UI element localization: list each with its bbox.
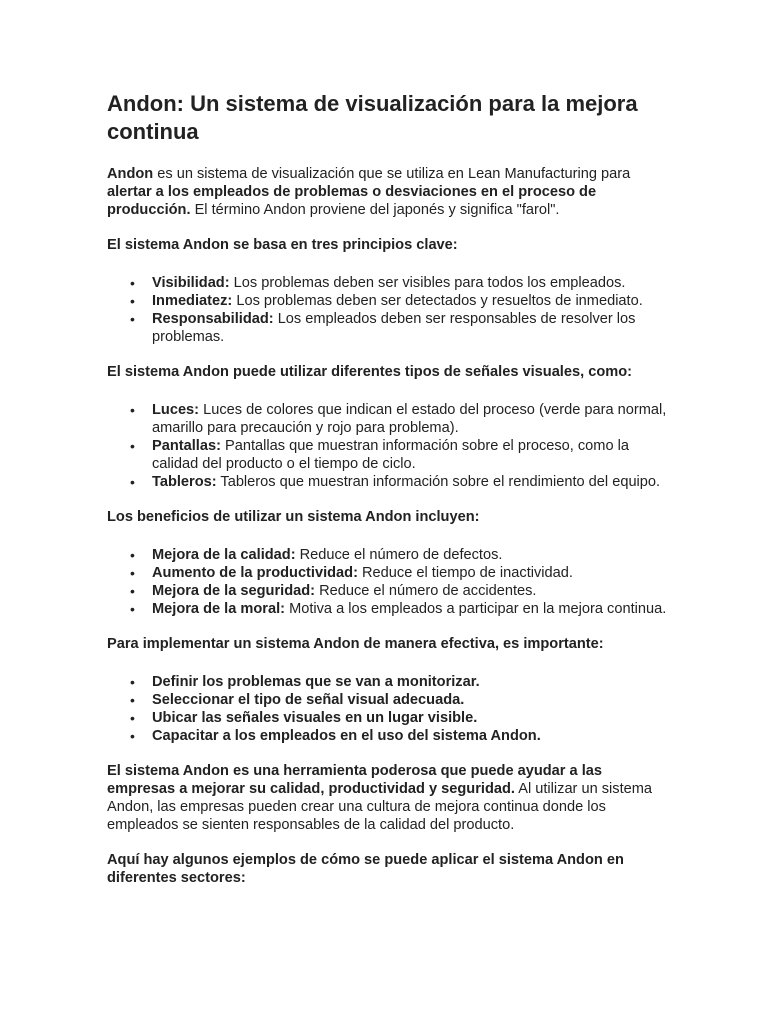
intro-text-1: es un sistema de visualización que se utiliza en Lean Manufacturing para (153, 166, 631, 182)
list-item (130, 673, 667, 691)
item-term: Pantallas: (152, 438, 221, 454)
item-text: Pantallas que muestran información sobre el proceso, como la calidad del producto o el tiempo de ciclo. (152, 438, 629, 472)
item-term: Luces: (152, 402, 200, 418)
document-title: Andon: Un sistema de visualización para la mejora continua (107, 91, 638, 144)
bullet-icon: • (130, 275, 135, 291)
item-term: Inmediatez: (152, 293, 233, 309)
implementation-list (107, 673, 667, 745)
item-text: Los problemas deben ser detectados y resueltos de inmediato. (232, 293, 643, 309)
list-item (130, 546, 667, 564)
benefits-list (107, 546, 667, 618)
list-item (130, 564, 667, 582)
list-item (130, 401, 667, 437)
bullet-icon: • (130, 583, 135, 599)
item-text: Seleccionar el tipo de señal visual adecuada. (152, 692, 465, 708)
list-item (130, 691, 667, 709)
list-item (130, 582, 667, 600)
bullet-icon: • (130, 402, 135, 418)
item-text: Reduce el número de accidentes. (315, 583, 537, 599)
item-term: Mejora de la moral: (152, 601, 286, 617)
item-text: Tableros que muestran información sobre el rendimiento del equipo. (216, 474, 661, 490)
item-term: Visibilidad: (152, 275, 230, 291)
conclusion-paragraph (107, 762, 667, 834)
conclusion-text: Al utilizar un sistema Andon, las empresas pueden crear una cultura de mejora continua donde los empleados se sienten responsables de la calidad del producto. (107, 781, 653, 833)
signals-list (107, 401, 667, 491)
principles-list (107, 274, 667, 346)
bullet-icon: • (130, 674, 135, 690)
bullet-icon: • (130, 692, 135, 708)
implementation-heading: Para implementar un sistema Andon de manera efectiva, es importante: (107, 636, 604, 652)
item-text: Luces de colores que indican el estado del proceso (verde para normal, amarillo para precaución y rojo para problema). (152, 402, 667, 436)
bullet-icon: • (130, 728, 135, 744)
bullet-icon: • (130, 601, 135, 617)
bullet-icon: • (130, 547, 135, 563)
item-term: Mejora de la seguridad: (152, 583, 316, 599)
item-text: Reduce el tiempo de inactividad. (357, 565, 573, 581)
item-text: Los empleados deben ser responsables de resolver los problemas. (152, 311, 636, 345)
list-item (130, 600, 667, 618)
bullet-icon: • (130, 710, 135, 726)
item-text: Capacitar a los empleados en el uso del sistema Andon. (152, 728, 541, 744)
list-item (130, 274, 667, 292)
intro-term: Andon (107, 166, 154, 182)
conclusion-bold: El sistema Andon es una herramienta poderosa que puede ayudar a las empresas a mejorar su calidad, productividad y seguridad. (107, 763, 602, 797)
bullet-icon: • (130, 293, 135, 309)
signals-heading: El sistema Andon puede utilizar diferentes tipos de señales visuales, como: (107, 364, 632, 380)
item-term: Aumento de la productividad: (152, 565, 358, 581)
item-text: Definir los problemas que se van a monitorizar. (152, 674, 480, 690)
benefits-heading: Los beneficios de utilizar un sistema Andon incluyen: (107, 509, 480, 525)
item-term: Tableros: (152, 474, 217, 490)
document-page (107, 90, 667, 907)
bullet-icon: • (130, 311, 135, 327)
list-item (130, 727, 667, 745)
list-item (130, 473, 667, 491)
intro-text-2: El término Andon proviene del japonés y significa "farol". (190, 202, 560, 218)
principles-heading: El sistema Andon se basa en tres principios clave: (107, 237, 458, 253)
item-text: Ubicar las señales visuales en un lugar visible. (152, 710, 478, 726)
item-text: Motiva a los empleados a participar en la mejora continua. (285, 601, 667, 617)
item-text: Reduce el número de defectos. (295, 547, 503, 563)
list-item (130, 292, 667, 310)
list-item (130, 709, 667, 727)
item-term: Responsabilidad: (152, 311, 274, 327)
examples-heading: Aquí hay algunos ejemplos de cómo se puede aplicar el sistema Andon en diferentes sectores: (107, 852, 624, 886)
item-term: Mejora de la calidad: (152, 547, 296, 563)
list-item (130, 437, 667, 473)
list-item (130, 310, 667, 346)
bullet-icon: • (130, 438, 135, 454)
intro-bold: alertar a los empleados de problemas o desviaciones en el proceso de producción. (107, 184, 597, 218)
bullet-icon: • (130, 474, 135, 490)
bullet-icon: • (130, 565, 135, 581)
intro-paragraph (107, 165, 667, 219)
item-text: Los problemas deben ser visibles para todos los empleados. (229, 275, 626, 291)
